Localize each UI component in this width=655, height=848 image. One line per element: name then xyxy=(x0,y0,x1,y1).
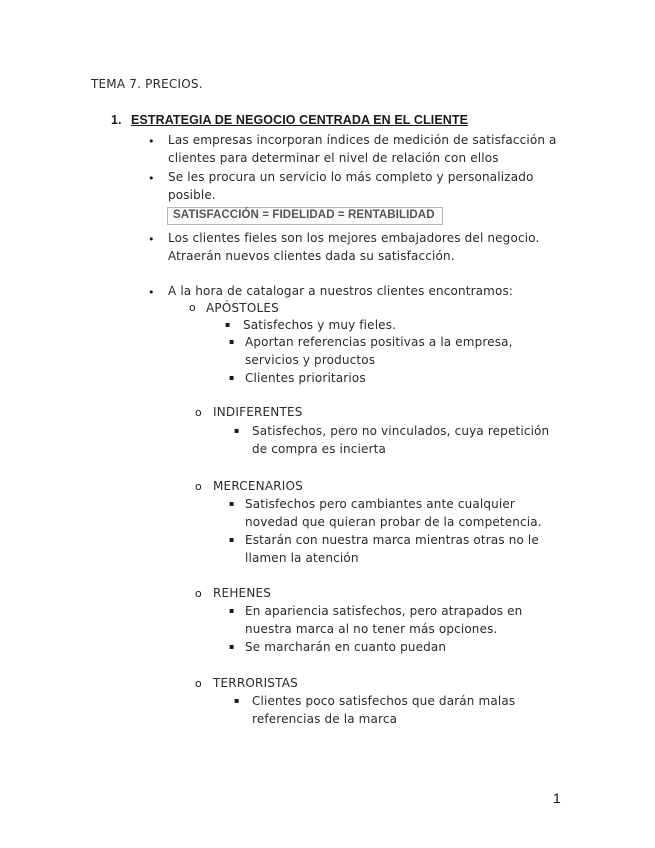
circle-bullet-icon: o xyxy=(195,587,202,600)
mercenarios-item-1-line-2: novedad que quieran probar de la competencia. xyxy=(245,515,542,529)
circle-bullet-icon: o xyxy=(195,480,202,493)
bullet-2-line-1: Se les procura un servicio lo más completo y personalizado xyxy=(168,170,534,184)
apostoles-item-3: Clientes prioritarios xyxy=(245,371,366,385)
bullet-2-line-2: posible. xyxy=(168,188,216,202)
category-mercenarios: MERCENARIOS xyxy=(213,479,303,493)
square-bullet-icon: ▪ xyxy=(229,642,235,651)
square-bullet-icon: ▪ xyxy=(229,337,235,346)
rehenes-item-2: Se marcharán en cuanto puedan xyxy=(245,640,447,654)
section-title: ESTRATEGIA DE NEGOCIO CENTRADA EN EL CLIENTE xyxy=(131,113,469,127)
topic-heading: TEMA 7. PRECIOS. xyxy=(91,77,203,91)
bullet-1-line-1: Las empresas incorporan índices de medición de satisfacción a xyxy=(168,133,557,147)
rehenes-item-1-line-2: nuestra marca al no tener más opciones. xyxy=(245,622,498,636)
bullet-3-line-2: Atraerán nuevos clientes dada su satisfacción. xyxy=(168,249,455,263)
category-rehenes: REHENES xyxy=(213,586,272,600)
bullet-icon: • xyxy=(148,172,155,185)
indiferentes-item-1-line-1: Satisfechos, pero no vinculados, cuya repetición xyxy=(252,424,550,438)
category-apostoles: APÓSTOLES xyxy=(206,301,279,315)
terroristas-item-1-line-2: referencias de la marca xyxy=(252,712,398,726)
rehenes-item-1-line-1: En apariencia satisfechos, pero atrapados en xyxy=(245,604,523,618)
circle-bullet-icon: o xyxy=(195,406,202,419)
apostoles-item-2-line-1: Aportan referencias positivas a la empresa, xyxy=(245,335,513,349)
square-bullet-icon: ▪ xyxy=(229,373,235,382)
formula-box xyxy=(167,207,443,225)
apostoles-item-2-line-2: servicios y productos xyxy=(245,353,376,367)
page-number: 1 xyxy=(553,790,561,806)
formula-text: SATISFACCIÓN = FIDELIDAD = RENTABILIDAD xyxy=(173,209,435,221)
square-bullet-icon: ▪ xyxy=(234,426,240,435)
category-terroristas: TERRORISTAS xyxy=(213,676,298,690)
square-bullet-icon: ▪ xyxy=(229,499,235,508)
apostoles-item-1: Satisfechos y muy fieles. xyxy=(243,318,397,332)
terroristas-item-1-line-1: Clientes poco satisfechos que darán malas xyxy=(252,694,516,708)
bullet-1-line-2: clientes para determinar el nivel de relación con ellos xyxy=(168,151,499,165)
square-bullet-icon: ▪ xyxy=(229,535,235,544)
circle-bullet-icon: o xyxy=(189,301,196,314)
bullet-4-line-1: A la hora de catalogar a nuestros clientes encontramos: xyxy=(168,284,514,298)
mercenarios-item-2-line-1: Estarán con nuestra marca mientras otras no le xyxy=(245,533,539,547)
bullet-icon: • xyxy=(148,286,155,299)
square-bullet-icon: ▪ xyxy=(225,320,231,329)
square-bullet-icon: ▪ xyxy=(234,696,240,705)
indiferentes-item-1-line-2: de compra es incierta xyxy=(252,442,387,456)
bullet-3-line-1: Los clientes fieles son los mejores embajadores del negocio. xyxy=(168,231,540,245)
mercenarios-item-1-line-1: Satisfechos pero cambiantes ante cualquier xyxy=(245,497,515,511)
section-number: 1. xyxy=(111,113,122,127)
square-bullet-icon: ▪ xyxy=(229,606,235,615)
category-indiferentes: INDIFERENTES xyxy=(213,405,303,419)
bullet-icon: • xyxy=(148,233,155,246)
bullet-icon: • xyxy=(148,135,155,148)
circle-bullet-icon: o xyxy=(195,677,202,690)
mercenarios-item-2-line-2: llamen la atención xyxy=(245,551,359,565)
